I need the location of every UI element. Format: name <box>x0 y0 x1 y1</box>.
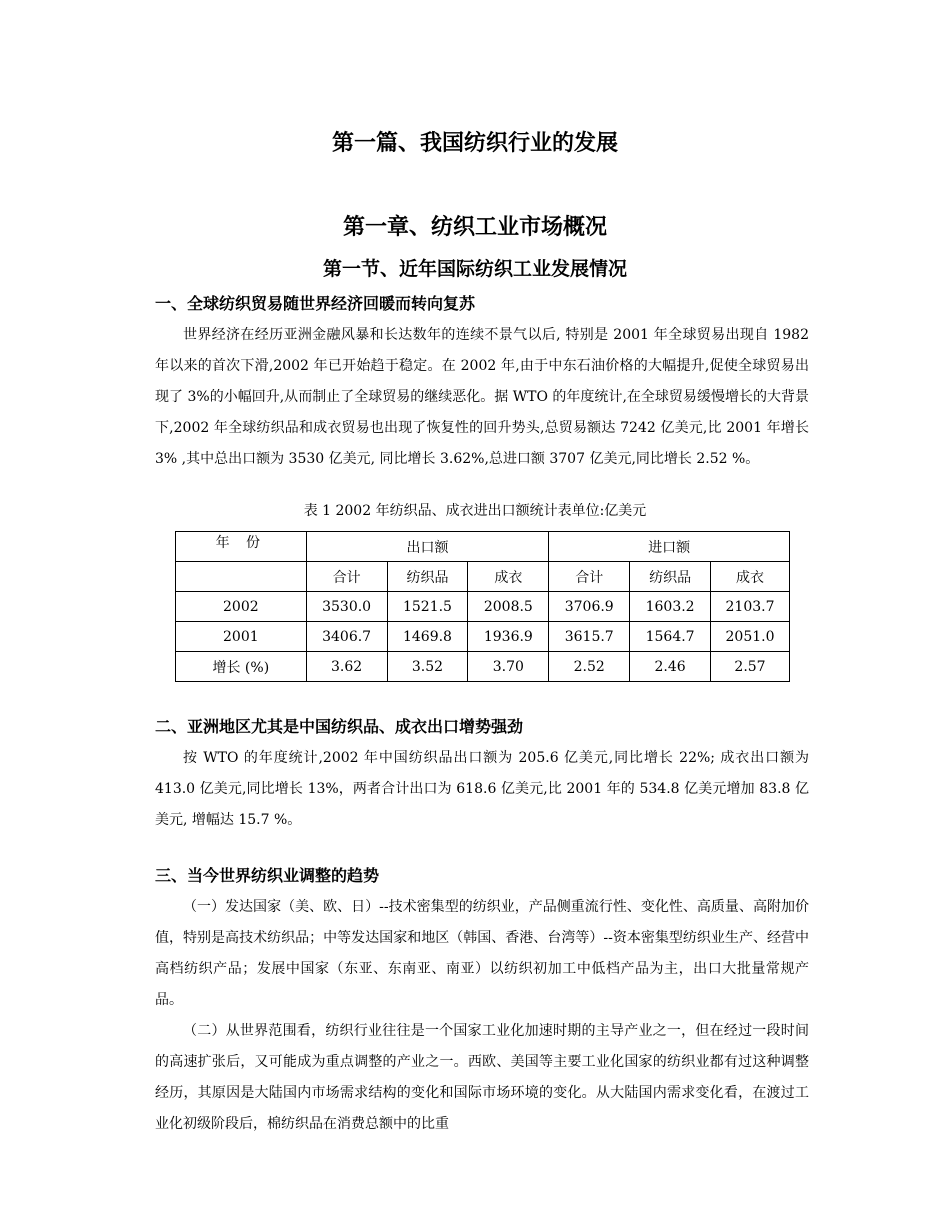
table-cell: 2.52 <box>549 652 630 682</box>
table-cell: 3530.0 <box>306 592 387 622</box>
table-caption: 表 1 2002 年纺织品、成衣进出口额统计表单位:亿美元 <box>303 503 647 519</box>
chapter-title: 第一章、纺织工业市场概况 <box>342 215 607 240</box>
table-cell: 1936.9 <box>468 622 549 652</box>
table-subheader-row <box>176 562 790 592</box>
heading-global-trade-recovery: 一、全球纺织贸易随世界经济回暖而转向复苏 <box>155 294 476 313</box>
table-cell: 1564.7 <box>630 622 711 652</box>
paragraph-global-trade: 世界经济在经历亚洲金融风暴和长达数年的连续不景气以后, 特别是 2001 年全球贸易出现自 1982 年以来的首次下滑,2002 年已开始趋于稳定。在 2002 年,由于中东石油价格的大幅提升,促使全球贸易出现了 3%的小幅回升,从而制止了全球贸易的继续恶化。据 WTO 的年度统计,在全球贸易缓慢增长的大背景下,2002 年全球纺织品和成衣贸易也出现了恢复性的回升势头,总贸易额达 7242 亿美元,比 2001 年增长 3% ,其中总出口额为 3530 亿美元, 同比增长 3.62%,总进口额 3707 亿美元,同比增长 2.52 %。 <box>155 327 809 467</box>
subheader-cell: 成衣 <box>468 562 549 592</box>
table-cell: 1603.2 <box>630 592 711 622</box>
heading-industry-adjustment-trend: 三、当今世界纺织业调整的趋势 <box>155 866 380 885</box>
empty-header-cell <box>176 562 307 592</box>
heading-asia-export-growth: 二、亚洲地区尤其是中国纺织品、成衣出口增势强劲 <box>155 717 524 736</box>
paragraph-trend-one: （一）发达国家（美、欧、日）--技术密集型的纺织业，产品侧重流行性、变化性、高质量、高附加价值，特别是高技术纺织品；中等发达国家和地区（韩国、香港、台湾等）--资本密集型纺织业生产、经营中高档纺织产品；发展中国家（东亚、东南亚、南亚）以纺织初加工中低档产品为主，出口大批量常规产品。 <box>155 899 809 1008</box>
table-header-row <box>176 532 790 562</box>
paragraph-china-exports: 按 WTO 的年度统计,2002 年中国纺织品出口额为 205.6 亿美元,同比增长 22%; 成衣出口额为 413.0 亿美元,同比增长 13%，两者合计出口为 618.6 亿美元,比 2001 年的 534.8 亿美元增加 83.8 亿美元, 增幅达 15.7 %。 <box>155 750 809 828</box>
table-cell: 2.57 <box>711 652 790 682</box>
table-cell: 2.46 <box>630 652 711 682</box>
year-column-header: 年 份 <box>176 532 307 562</box>
table-cell: 2103.7 <box>711 592 790 622</box>
subheader-cell: 纺织品 <box>387 562 468 592</box>
trade-statistics-table <box>175 531 790 682</box>
section-title: 第一节、近年国际纺织工业发展情况 <box>322 258 627 280</box>
row-label: 增长 (%) <box>176 652 307 682</box>
paragraph-trend-two: （二）从世界范围看，纺织行业往往是一个国家工业化加速时期的主导产业之一，但在经过一段时间的高速扩张后，又可能成为重点调整的产业之一。西欧、美国等主要工业化国家的纺织业都有过这种调整经历，其原因是大陆国内市场需求结构的变化和国际市场环境的变化。从大陆国内需求变化看，在渡过工业化初级阶段后，棉纺织品在消费总额中的比重 <box>155 1023 809 1132</box>
table-row <box>176 622 790 652</box>
subheader-cell: 合计 <box>549 562 630 592</box>
row-label: 2001 <box>176 622 307 652</box>
table-cell: 3706.9 <box>549 592 630 622</box>
table-cell: 3.52 <box>387 652 468 682</box>
subheader-cell: 纺织品 <box>630 562 711 592</box>
table-cell: 3.70 <box>468 652 549 682</box>
subheader-cell: 成衣 <box>711 562 790 592</box>
table-cell: 3.62 <box>306 652 387 682</box>
part-title: 第一篇、我国纺织行业的发展 <box>331 131 618 156</box>
table-cell: 1521.5 <box>387 592 468 622</box>
table-cell: 2051.0 <box>711 622 790 652</box>
table-row <box>176 592 790 622</box>
import-column-header: 进口额 <box>549 532 790 562</box>
subheader-cell: 合计 <box>306 562 387 592</box>
table-row <box>176 652 790 682</box>
table-cell: 1469.8 <box>387 622 468 652</box>
table-cell: 3406.7 <box>306 622 387 652</box>
table-cell: 3615.7 <box>549 622 630 652</box>
export-column-header: 出口额 <box>306 532 549 562</box>
table-cell: 2008.5 <box>468 592 549 622</box>
row-label: 2002 <box>176 592 307 622</box>
